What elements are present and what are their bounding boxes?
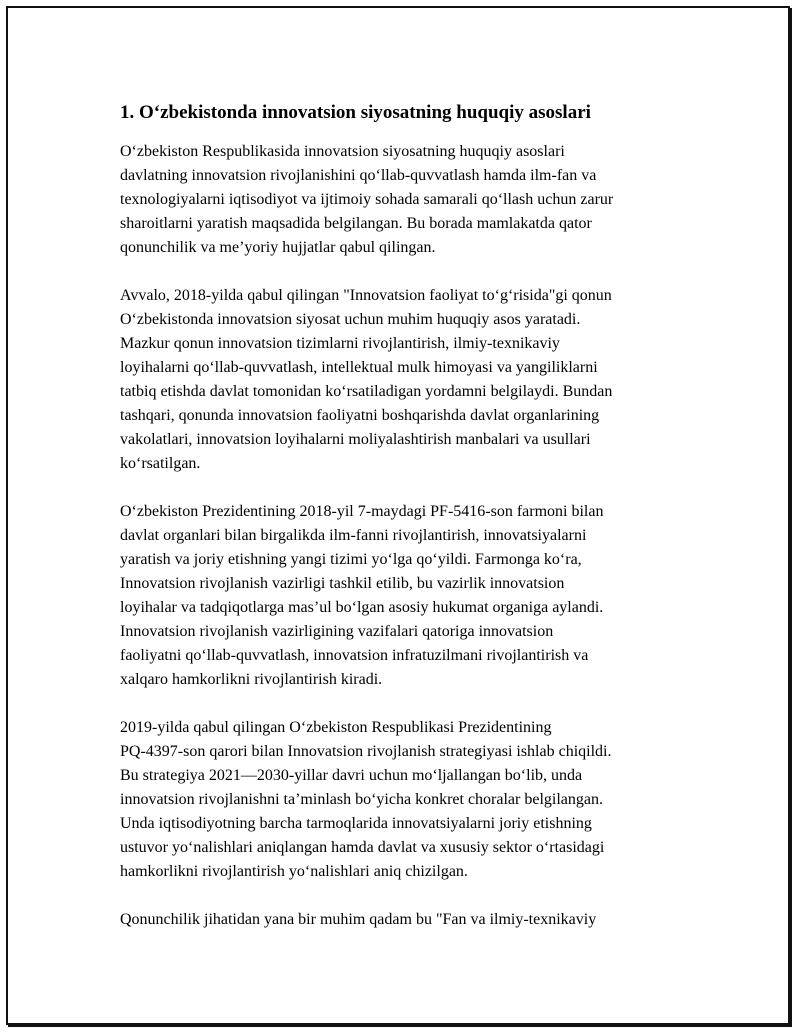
document-body	[120, 100, 690, 956]
paragraph-2: Avvalo, 2018-yilda qabul qilingan "Innovatsion faoliyat to‘g‘risida"gi qonun O‘zbekistonda innovatsion siyosat uchun muhim huquqiy asos yaratadi. Mazkur qonun innovatsion tizimlarni rivojlantirish, ilmiy-texnikaviy loyihalarni qo‘llab-quvvatlash, intellektual mulk himoyasi va yangiliklarni tatbiq etishda davlat tomonidan ko‘rsatiladigan yordamni belgilaydi. Bundan tashqari, qonunda innovatsion faoliyatni boshqarishda davlat organlarining vakolatlari, innovatsion loyihalarni moliyalashtirish manbalari va usullari ko‘rsatilgan.	[120, 287, 613, 472]
paragraph-3: O‘zbekiston Prezidentining 2018-yil 7-maydagi PF-5416-son farmoni bilan davlat organlari bilan birgalikda ilm-fanni rivojlantirish, innovatsiyalarni yaratish va joriy etishning yangi tizimi yo‘lga qo‘yildi. Farmonga ko‘ra, Innovatsion rivojlanish vazirligi tashkil etilib, bu vazirlik innovatsion loyihalar va tadqiqotlarga mas’ul bo‘lgan asosiy hukumat organiga aylandi. Innovatsion rivojlanish vazirligining vazifalari qatoriga innovatsion faoliyatni qo‘llab-quvvatlash, innovatsion infratuzilmani rivojlantirish va xalqaro hamkorlikni rivojlantirish kiradi.	[120, 503, 604, 688]
section-heading: 1. O‘zbekistonda innovatsion siyosatning huquqiy asoslari	[120, 102, 591, 123]
paragraph-4: 2019-yilda qabul qilingan O‘zbekiston Respublikasi Prezidentining PQ-4397-son qarori bilan Innovatsion rivojlanish strategiyasi ishlab chiqildi. Bu strategiya 2021—2030-yillar davri uchun mo‘ljallangan bo‘lib, unda innovatsion rivojlanishni ta’minlash bo‘yicha konkret choralar belgilangan. Unda iqtisodiyotning barcha tarmoqlarida innovatsiyalarni joriy etishning ustuvor yo‘nalishlari aniqlangan hamda davlat va xususiy sektor o‘rtasidagi hamkorlikni rivojlantirish yo‘nalishlari aniq chizilgan.	[120, 719, 612, 880]
document-page	[6, 6, 790, 1025]
paragraph-5: Qonunchilik jihatidan yana bir muhim qadam bu "Fan va ilmiy-texnikaviy	[120, 911, 597, 928]
paragraph-1: O‘zbekiston Respublikasida innovatsion siyosatning huquqiy asoslari davlatning innovatsion rivojlanishini qo‘llab-quvvatlash hamda ilm-fan va texnologiyalarni iqtisodiyot va ijtimoiy sohada samarali qo‘llash uchun zarur sharoitlarni yaratish maqsadida belgilangan. Bu borada mamlakatda qator qonunchilik va me’yoriy hujjatlar qabul qilingan.	[120, 143, 614, 256]
